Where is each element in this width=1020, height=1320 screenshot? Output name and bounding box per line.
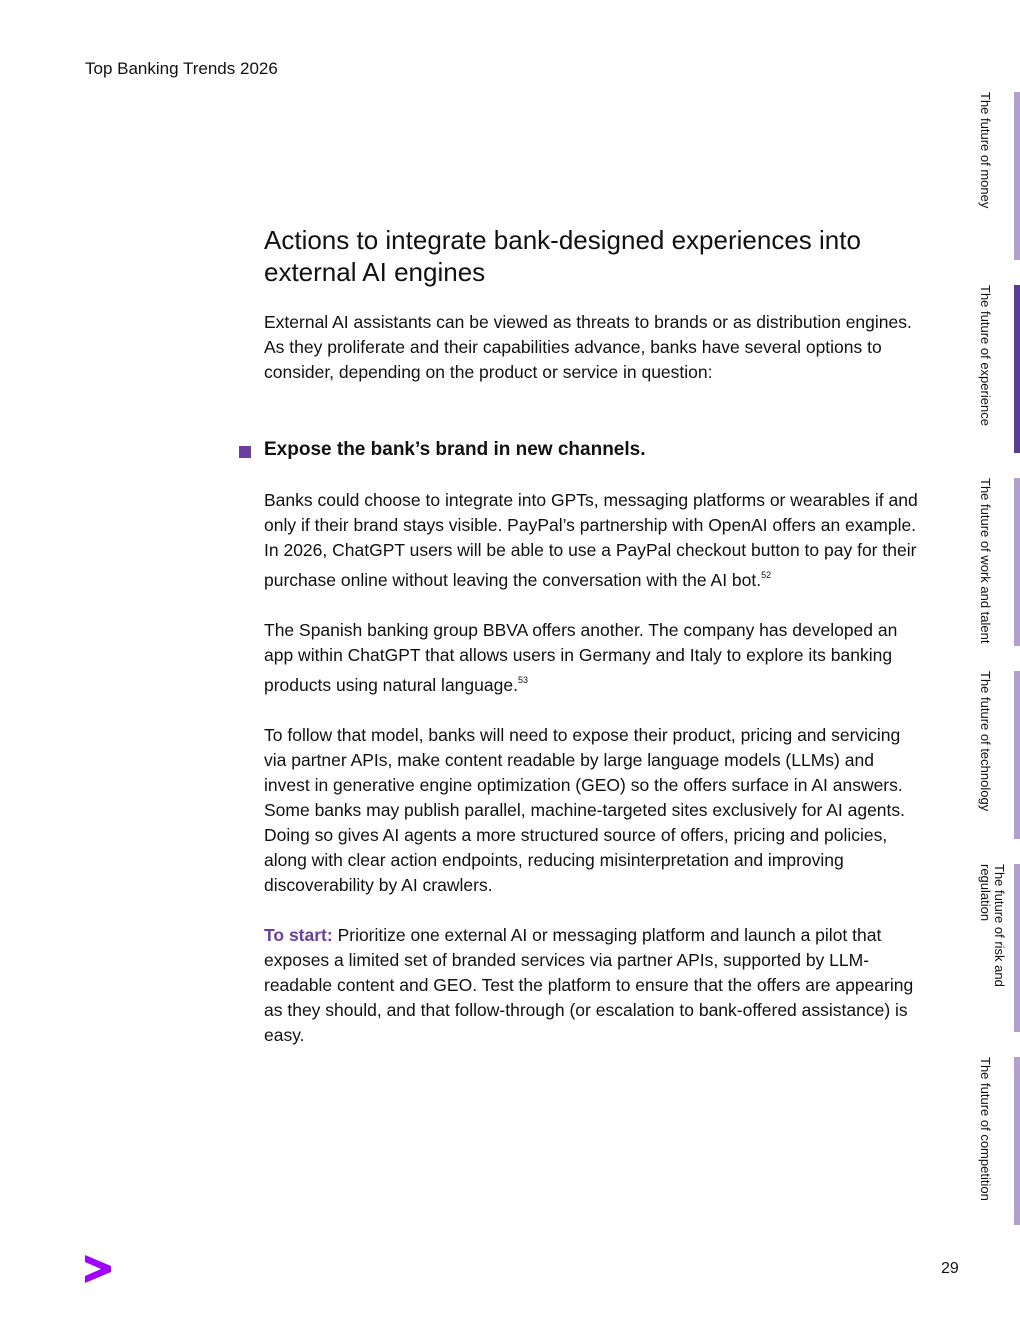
tab-future-of-experience[interactable]: [978, 285, 1020, 453]
to-start-paragraph: [264, 923, 924, 1048]
paragraph-bbva: [264, 618, 924, 698]
footnote-ref: 53: [517, 675, 528, 685]
document-title: Top Banking Trends 2026: [85, 59, 278, 78]
tab-future-of-risk-and-regulation[interactable]: [978, 864, 1020, 1032]
bullet-heading: [264, 439, 924, 461]
tab-label: The future of risk and regulation: [978, 864, 1007, 987]
page-number: 29: [941, 1260, 959, 1277]
tab-label: The future of experience: [978, 285, 993, 426]
tab-label: The future of work and talent: [978, 478, 993, 644]
tab-future-of-technology[interactable]: [978, 671, 1020, 839]
to-start-label: To start:: [264, 925, 333, 945]
footnote-ref: 52: [761, 570, 772, 580]
paragraph-model: To follow that model, banks will need to expose their product, pricing and servicing via partner APIs, make content readable by large language models (LLMs) and invest in generative engine optimization (GEO) so the offers surface in AI answers. Some banks may publish parallel, machine-targeted sites exclusively for AI agents. Doing so gives AI agents a more structured source of offers, pricing and policies, along with clear action endpoints, reducing misinterpretation and improving discoverability by AI crawlers.: [264, 725, 906, 895]
tab-label: The future of technology: [978, 671, 993, 812]
tab-future-of-competition[interactable]: [978, 1057, 1020, 1225]
accenture-logo-icon: [85, 1255, 111, 1288]
tab-bar: [1014, 864, 1020, 1032]
paragraph-text: Banks could choose to integrate into GPTs, messaging platforms or wearables if and only if their brand stays visible. PayPal’s partnership with OpenAI offers an example. In 2026, ChatGPT users will be able to use a PayPal checkout button to pay for their purchase online without leaving the conversation with the AI bot.: [264, 490, 918, 590]
paragraph-paypal: [264, 488, 924, 593]
bullet-heading-text: Expose the bank’s brand in new channels.: [264, 439, 646, 460]
tab-bar: [1014, 478, 1020, 646]
tab-future-of-work-and-talent[interactable]: [978, 478, 1020, 646]
section-title: Actions to integrate bank-designed experiences into external AI engines: [264, 225, 861, 287]
tab-future-of-money[interactable]: [978, 92, 1020, 260]
to-start-text: Prioritize one external AI or messaging platform and launch a pilot that exposes a limited set of branded services via partner APIs, supported by LLM-readable content and GEO. Test the platform to ensure that the offers are appearing as they should, and that follow-through (or escalation to bank-offered assistance) is easy.: [264, 925, 914, 1045]
main-content: [264, 224, 924, 1048]
tab-label: The future of competition: [978, 1057, 993, 1201]
tab-bar: [1014, 92, 1020, 260]
intro-paragraph: External AI assistants can be viewed as threats to brands or as distribution engines. As they proliferate and their capabilities advance, banks have several options to consider, depending on the product or service in question:: [264, 312, 912, 382]
paragraph-text: The Spanish banking group BBVA offers another. The company has developed an app within ChatGPT that allows users in Germany and Italy to explore its banking products using natural language.: [264, 620, 898, 695]
tab-bar: [1014, 285, 1020, 453]
square-bullet-icon: [239, 446, 251, 458]
tab-bar: [1014, 1057, 1020, 1225]
tab-bar: [1014, 671, 1020, 839]
tab-label: The future of money: [978, 92, 993, 209]
